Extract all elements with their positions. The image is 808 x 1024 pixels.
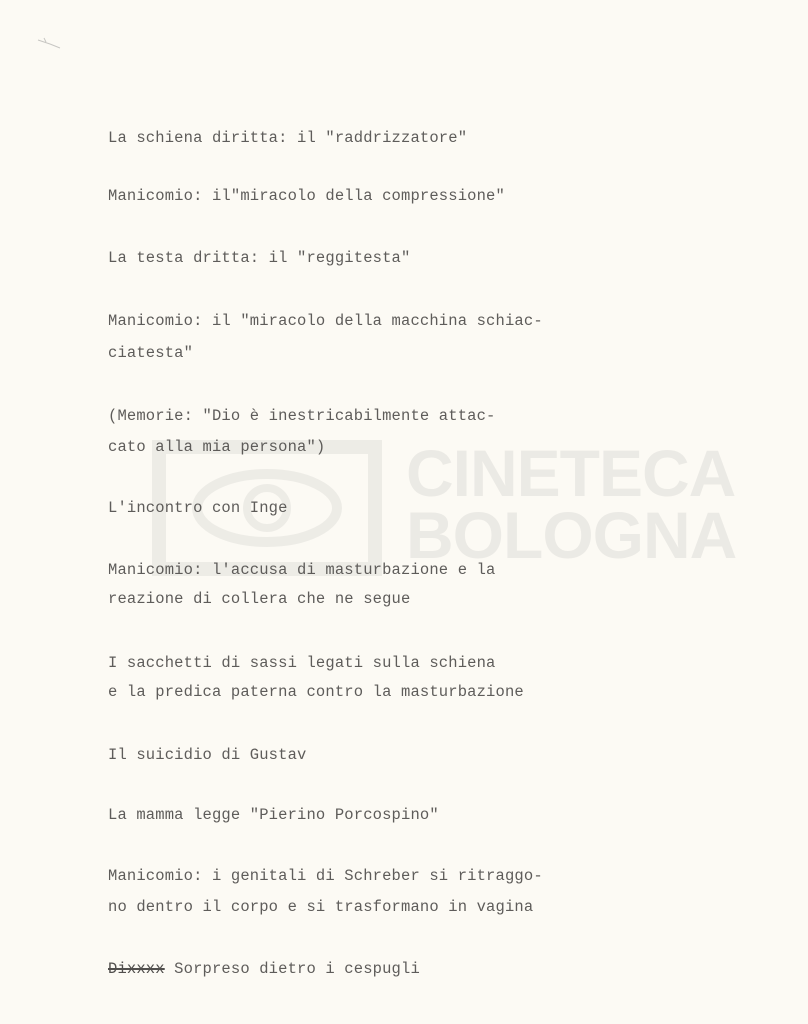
text-line: cato alla mia persona") bbox=[108, 438, 326, 456]
pencil-mark bbox=[36, 36, 62, 50]
text-line: (Memorie: "Dio è inestricabilmente attac- bbox=[108, 407, 496, 425]
watermark-line-1: CINETECA bbox=[406, 436, 736, 510]
text-line: Manicomio: il "miracolo della macchina schiac- bbox=[108, 312, 543, 330]
text-line: ciatesta" bbox=[108, 344, 194, 362]
watermark-line-2: BOLOGNA bbox=[406, 498, 737, 572]
text-line: La schiena diritta: il "raddrizzatore" bbox=[108, 129, 468, 147]
text-line: e la predica paterna contro la masturbazione bbox=[108, 683, 524, 701]
text-line: Manicomio: i genitali di Schreber si ritraggo- bbox=[108, 867, 543, 885]
text-line: Il suicidio di Gustav bbox=[108, 746, 307, 764]
text-line: I sacchetti di sassi legati sulla schiena bbox=[108, 654, 496, 672]
text-line: L'incontro con Inge bbox=[108, 499, 288, 517]
last-line-text: Sorpreso dietro i cespugli bbox=[164, 960, 420, 978]
text-line: La mamma legge "Pierino Porcospino" bbox=[108, 806, 439, 824]
text-line: Manicomio: l'accusa di masturbazione e la bbox=[108, 561, 496, 579]
text-line-last bbox=[108, 960, 420, 978]
text-line: Manicomio: il"miracolo della compressione" bbox=[108, 187, 505, 205]
struck-word: Dixxxx bbox=[108, 960, 165, 978]
text-line: La testa dritta: il "reggitesta" bbox=[108, 249, 411, 267]
text-line: no dentro il corpo e si trasformano in vagina bbox=[108, 898, 534, 916]
text-line: reazione di collera che ne segue bbox=[108, 590, 411, 608]
